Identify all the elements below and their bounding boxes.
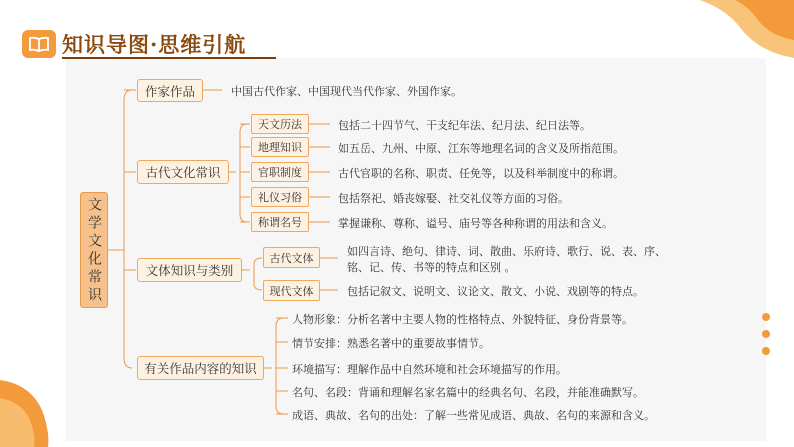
- works-desc: 中国古代作家、中国现代当代作家、外国作家。: [231, 85, 462, 98]
- root-label: 文学文化常识: [86, 197, 102, 305]
- astronomy-desc: 包括二十四节气、干支纪年法、纪月法、纪日法等。: [338, 119, 591, 132]
- node-works: [137, 79, 203, 102]
- node-works-label: 作家作品: [144, 83, 195, 99]
- leaf-label: 地理知识: [258, 141, 302, 154]
- etiquette-desc: 包括祭祀、婚丧嫁娶、社交礼仪等方面的习俗。: [338, 192, 569, 205]
- content-item-2: 情节安排：熟悉名著中的重要故事情节。: [292, 337, 490, 350]
- node-etiquette: [251, 187, 309, 207]
- node-genre: [137, 258, 242, 282]
- content-item-3: 环境描写：理解作品中自然环境和社会环境描写的作用。: [292, 363, 567, 376]
- ancient-genre-desc-1: 如四言诗、绝句、律诗、词、散曲、乐府诗、歌行、说、表、序、: [347, 245, 666, 258]
- leaf-label: 礼仪习俗: [258, 191, 302, 204]
- modern-genre-desc: 包括记叙文、说明文、议论文、散文、小说、戏剧等的特点。: [347, 285, 644, 298]
- leaf-label: 现代文体: [269, 284, 314, 298]
- node-content: [137, 356, 264, 380]
- content-item-4: 名句、名段：背诵和理解名家名篇中的经典名句、名段，并能准确默写。: [292, 386, 644, 399]
- node-astronomy: [251, 114, 309, 134]
- node-modern-genre: [263, 280, 320, 301]
- node-official: [251, 162, 309, 182]
- content-item-1: 人物形象：分析名著中主要人物的性格特点、外貌特征、身份背景等。: [292, 313, 633, 326]
- node-ancient-label: 古代文化常识: [145, 165, 221, 180]
- node-ancient-genre: [263, 247, 320, 268]
- content-item-5: 成语、典故、名句的出处：了解一些常见成语、典故、名句的来源和含义。: [292, 409, 655, 422]
- leaf-label: 古代文体: [269, 251, 314, 265]
- node-genre-label: 文体知识与类别: [145, 263, 234, 278]
- geography-desc: 如五岳、九州、中原、江东等地理名词的含义及所指范围。: [338, 142, 624, 155]
- leaf-label: 天文历法: [258, 118, 302, 131]
- ancient-genre-desc-2: 铭、记、传、书等的特点和区别 。: [347, 261, 516, 274]
- root-node: [80, 192, 108, 308]
- node-ancient: [137, 160, 229, 184]
- leaf-label: 称谓名号: [258, 216, 302, 229]
- titles-desc: 掌握谦称、尊称、谥号、庙号等各种称谓的用法和含义。: [338, 217, 613, 230]
- page-title: 知识导图·思维引航: [62, 32, 247, 57]
- node-content-label: 有关作品内容的知识: [144, 361, 257, 376]
- official-desc: 古代官职的名称、职责、任免等，以及科举制度中的称谓。: [338, 167, 624, 180]
- node-titles: [251, 212, 309, 232]
- node-geography: [251, 137, 309, 157]
- leaf-label: 官职制度: [258, 166, 302, 179]
